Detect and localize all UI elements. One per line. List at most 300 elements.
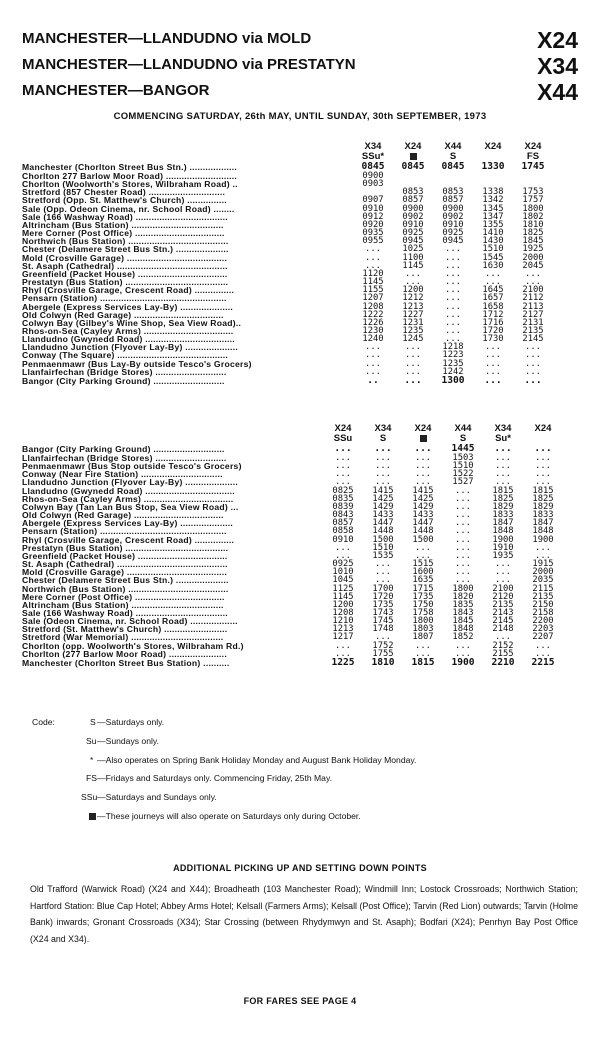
time-cell (513, 172, 553, 180)
time-cell: 1845 (522, 236, 544, 247)
time-cell: 1843 (452, 607, 474, 618)
time-cell: ... (524, 374, 542, 386)
stop-name: Chorlton (277 Barlow Moor Road) ...................... (22, 648, 227, 659)
header-row-service (22, 424, 563, 434)
time-cell: 1758 (412, 607, 434, 618)
time-cell: ... (535, 640, 551, 651)
time-cell: 1100 (402, 252, 424, 263)
time-cell: 1515 (412, 559, 434, 570)
time-cell: 0920 (362, 219, 384, 230)
time-cell: 0845 (361, 161, 385, 172)
time-cell: 1210 (332, 616, 354, 627)
time-cell: 1415 (372, 485, 394, 496)
time-cell: 1735 (372, 599, 394, 610)
time-cell: ... (445, 334, 461, 345)
column-service: X24 (334, 423, 352, 434)
time-cell: 1347 (482, 211, 504, 222)
time-cell: ... (365, 366, 381, 377)
time-cell: 0900 (442, 203, 464, 214)
time-cell: 1433 (372, 510, 394, 521)
stop-name: St. Asaph (Cathedral) .......................................... (22, 260, 228, 271)
stop-name: Llandudno Junction (Flyover Lay-By) .................... (22, 477, 238, 488)
time-cell: 1815 (411, 656, 435, 668)
time-cell: 2150 (532, 599, 554, 610)
time-cell: ... (535, 477, 551, 488)
additional-points-text: Old Trafford (Warwick Road) (X24 and X44); Broadheath (103 Manchester Road); Windmill Inn; Lostock Crossroads; Northwich Station; Hartford Station: Blue Cap Hotel; Abbey Arms Hotel; Kelsall (Farmers Arms); Kelsall (Post Office); Tarvin (Red Lion) outwards; Tarvin (Holme Bank) inwards; Gronant Crossroads (X34); Star Crossing (between Rhydymwyn and St. Asaph); Bodfari (X24); Penrhyn Bay Post Office (X24 and X34). (30, 884, 578, 944)
stop-name: Llanfairfechan (Bridge Stores) ........................... (22, 366, 227, 377)
column-service: X24 (414, 423, 432, 434)
time-cell: 1810 (522, 219, 544, 230)
time-cell: ... (414, 443, 432, 454)
stop-name: Bangor (City Parking Ground) ........................... (22, 375, 225, 386)
time-cell: 1242 (442, 366, 464, 377)
time-cell: 1445 (451, 443, 475, 454)
time-cell: ... (335, 453, 351, 463)
time-cell: 1715 (412, 583, 434, 594)
time-cell: ... (535, 453, 551, 463)
time-cell: ... (455, 559, 471, 570)
column-service: X24 (524, 141, 542, 152)
time-cell: 1730 (482, 334, 504, 345)
time-cell: 1900 (532, 534, 554, 545)
time-cell: 0825 (332, 485, 354, 496)
stop-name: Chester (Delamere Street Bus Stn.) .................... (22, 244, 229, 255)
time-cell: ... (534, 443, 552, 454)
time-cell: 0900 (362, 171, 384, 181)
time-cell: ... (485, 350, 501, 361)
time-cell: 1010 (332, 567, 354, 578)
time-cell: 1829 (492, 501, 514, 512)
time-cell: 1803 (412, 624, 434, 635)
time-cell: ... (494, 443, 512, 454)
time-cell: 2035 (532, 575, 554, 586)
column-service: X44 (444, 141, 462, 152)
time-cell: ... (405, 350, 421, 361)
time-cell: 0845 (401, 161, 425, 172)
time-cell: 1657 (482, 293, 504, 304)
stop-name: Llandudno (Gwynedd Road) .................................. (22, 334, 235, 345)
route-title: MANCHESTER—LLANDUDNO via PRESTATYN (22, 56, 356, 73)
time-cell: 1755 (372, 648, 394, 659)
time-cell: ... (455, 648, 471, 659)
stop-name: Greenfield (Packet House) .................................. (22, 268, 228, 279)
column-code: FS (526, 151, 540, 162)
header-row-code (22, 434, 563, 444)
time-cell: 2200 (532, 616, 554, 627)
time-cell: ... (484, 374, 502, 386)
time-cell: 1600 (412, 567, 434, 578)
time-cell: 0955 (362, 236, 384, 247)
time-cell: 1345 (482, 203, 504, 214)
time-cell: 1925 (522, 244, 544, 255)
time-cell: 1535 (372, 550, 394, 561)
time-cell: 1800 (452, 583, 474, 594)
route-number: X34 (537, 53, 578, 79)
time-cell: 1743 (372, 607, 394, 618)
stop-name: Chorlton (opp. Woolworth's Stores, Wilbraham Rd.) (22, 640, 244, 651)
column-code: SSu* (361, 151, 385, 162)
stop-name: Colwyn Bay (Gilbey's Wine Shop, Sea View Road).. (22, 317, 242, 328)
code-label (89, 811, 96, 821)
header-spacer (22, 152, 353, 162)
time-cell: 1500 (412, 534, 434, 545)
time-cell: .. (367, 374, 379, 386)
time-cell: 2203 (532, 624, 554, 635)
time-cell: 2152 (492, 640, 514, 651)
time-cell: 1810 (371, 656, 395, 668)
time-cell: 0935 (362, 228, 384, 239)
time-cell: 2145 (522, 334, 544, 345)
stop-name: Chorlton (Woolworth's Stores, Wilbraham Road) .. (22, 179, 238, 190)
time-cell: ... (495, 559, 511, 570)
stop-name: Llandudno (Gwynedd Road) .................................. (22, 485, 235, 496)
time-cell: 0857 (442, 195, 464, 206)
time-cell: 2112 (522, 293, 544, 304)
timetable-outbound (22, 142, 553, 386)
time-cell: 1330 (481, 161, 505, 172)
time-cell: ... (405, 342, 421, 353)
time-cell: 1207 (362, 293, 384, 304)
time-cell (473, 172, 513, 180)
time-cell: ... (495, 453, 511, 463)
column-service: X34 (494, 423, 512, 434)
time-cell: ... (455, 640, 471, 651)
time-cell: 0925 (442, 228, 464, 239)
time-cell: 1230 (362, 325, 384, 336)
time-cell: ... (485, 342, 501, 353)
time-cell: 1757 (522, 195, 544, 206)
time-cell: 2131 (522, 317, 544, 328)
time-cell: ... (445, 309, 461, 320)
time-cell: ... (415, 640, 431, 651)
time-cell: ... (335, 550, 351, 561)
time-cell: 0925 (402, 228, 424, 239)
stop-name: Llandudno Junction (Flyover Lay-By) .................... (22, 342, 238, 353)
time-cell: 1223 (442, 350, 464, 361)
time-cell: ... (525, 366, 541, 377)
stop-name: Pensarn (Station) ................................................ (22, 526, 227, 537)
time-cell: 1447 (372, 518, 394, 529)
stop-name: Rhos-on-Sea (Cayley Arms) .................................. (22, 325, 234, 336)
code-label: * (90, 754, 94, 765)
time-cell: 1848 (452, 624, 474, 635)
time-cell: ... (495, 567, 511, 578)
time-cell: 1910 (492, 542, 514, 553)
time-cell: 1045 (332, 575, 354, 586)
time-cell: ... (525, 268, 541, 279)
header-spacer (22, 434, 323, 444)
time-cell: 2115 (532, 583, 554, 594)
time-cell: ... (334, 443, 352, 454)
time-cell: 1217 (332, 632, 354, 643)
time-cell: 1852 (452, 632, 474, 643)
stop-name: Northwich (Bus Station) ...................................... (22, 236, 229, 247)
time-cell: 1235 (442, 358, 464, 369)
time-cell: ... (455, 493, 471, 504)
time-cell: 1213 (332, 624, 354, 635)
time-cell: 0910 (402, 219, 424, 230)
time-cell: 1338 (482, 187, 504, 198)
time-cell: ... (365, 358, 381, 369)
route-header-x34 (22, 53, 578, 77)
code-label: S (90, 717, 96, 727)
time-cell: ... (445, 252, 461, 263)
time-cell: ... (495, 477, 511, 488)
time-cell: 1815 (492, 485, 514, 496)
stop-name: Manchester (Chorlton Street Bus Station) .......... (22, 657, 230, 668)
time-cell: ... (525, 342, 541, 353)
stop-name: Rhyl (Crosville Garage, Crescent Road) ............... (22, 534, 235, 545)
time-cell: 1200 (402, 285, 424, 296)
column-service: X24 (484, 141, 502, 152)
time-cell: 2113 (522, 301, 544, 312)
time-cell: 1748 (372, 624, 394, 635)
time-cell: 0945 (402, 236, 424, 247)
time-cell: 2135 (492, 599, 514, 610)
time-cell: 1510 (452, 461, 474, 472)
code-definition: —Saturdays and Sundays only. (97, 792, 217, 803)
header-spacer (22, 424, 323, 434)
time-cell: 1522 (452, 469, 474, 480)
stop-name: Altrincham (Bus Station) ................................... (22, 219, 224, 230)
time-cell: ... (485, 358, 501, 369)
time-cell: 1820 (452, 591, 474, 602)
stop-name: Abergele (Express Services Lay-By) .................... (22, 301, 234, 312)
time-cell: 1510 (372, 542, 394, 553)
time-cell: 1935 (492, 550, 514, 561)
time-cell: 1300 (441, 374, 465, 386)
stop-name: Pensarn (Station) ................................................ (22, 293, 227, 304)
time-cell: 1847 (492, 518, 514, 529)
time-cell: 1425 (372, 493, 394, 504)
time-cell: 1510 (482, 244, 504, 255)
time-cell: ... (415, 477, 431, 488)
time-cell: 2207 (532, 632, 554, 643)
time-cell: 0903 (362, 179, 384, 190)
time-cell: 0853 (442, 187, 464, 198)
time-cell: 1155 (362, 285, 384, 296)
stop-name: Stretford (St. Matthew's Church) ........................ (22, 624, 228, 635)
code-definition: —Fridays and Saturdays only. Commencing Friday, 25th May. (97, 773, 332, 784)
time-cell: 1235 (402, 325, 424, 336)
code-label: FS (86, 773, 97, 784)
time-cell: 1845 (452, 616, 474, 627)
time-cell: 1145 (362, 277, 384, 288)
stop-name: Prestatyn (Bus Station) ....................................... (22, 542, 229, 553)
time-cell: ... (495, 469, 511, 480)
time-cell: 1527 (452, 477, 474, 488)
time-cell: ... (535, 648, 551, 659)
time-cell: 0907 (362, 195, 384, 206)
time-cell: 0835 (332, 493, 354, 504)
time-cell: ... (485, 268, 501, 279)
time-cell: 2000 (522, 252, 544, 263)
time-cell: ... (375, 567, 391, 578)
route-header-x44 (22, 79, 578, 103)
time-cell: 0900 (402, 203, 424, 214)
stop-name: Mere Corner (Post Office) .................................. (22, 228, 225, 239)
time-cell: 0857 (402, 195, 424, 206)
time-cell: 1658 (482, 301, 504, 312)
time-cell: 0925 (332, 559, 354, 570)
column-code: Su* (495, 433, 511, 444)
time-cell: 2210 (491, 656, 515, 668)
time-cell: ... (335, 469, 351, 480)
time-cell: 2135 (532, 591, 554, 602)
table-row (22, 368, 553, 376)
stop-name: Northwich (Bus Station) ...................................... (22, 583, 229, 594)
time-cell: 0902 (442, 211, 464, 222)
time-cell: ... (455, 518, 471, 529)
time-cell: ... (405, 277, 421, 288)
time-cell: 1208 (332, 607, 354, 618)
time-cell: 1355 (482, 219, 504, 230)
column-code: S (459, 433, 467, 444)
stop-name: Prestatyn (Bus Station) ....................................... (22, 277, 229, 288)
column-service: X44 (454, 423, 472, 434)
time-cell: 1745 (372, 616, 394, 627)
time-cell: 2145 (492, 616, 514, 627)
header-spacer (22, 142, 353, 152)
table-row (22, 650, 563, 658)
time-cell: 1833 (492, 510, 514, 521)
october-journey-marker-icon (420, 435, 427, 442)
time-cell: ... (415, 469, 431, 480)
time-cell: ... (335, 640, 351, 651)
code-label: SSu (81, 792, 98, 803)
time-cell: 1500 (372, 534, 394, 545)
route-number: X24 (537, 27, 578, 53)
time-cell: ... (405, 366, 421, 377)
time-cell: 1448 (372, 526, 394, 537)
time-cell: ... (365, 260, 381, 271)
time-cell: 1800 (522, 203, 544, 214)
time-cell: 1915 (532, 559, 554, 570)
time-cell: ... (375, 632, 391, 643)
time-cell: 1410 (482, 228, 504, 239)
time-cell: ... (445, 317, 461, 328)
time-cell: ... (335, 542, 351, 553)
stop-name: Abergele (Express Services Lay-By) .................... (22, 518, 234, 529)
time-cell: 2135 (522, 325, 544, 336)
time-cell: ... (335, 648, 351, 659)
time-cell: 1231 (402, 317, 424, 328)
stop-name: Chorlton 277 Barlow Moor Road) ........................... (22, 171, 238, 181)
stop-name: Penmaenmawr (Bus Stop outside Tesco's Grocers) (22, 461, 242, 472)
stop-name: Chester (Delamere Street Bus Stn.) .................... (22, 575, 229, 586)
time-cell: 1900 (451, 656, 475, 668)
time-cell: 1630 (482, 260, 504, 271)
code-definition: —Saturdays only. (97, 717, 165, 727)
time-cell: 1145 (402, 260, 424, 271)
stop-name: Conway (The Square) .......................................... (22, 350, 229, 361)
time-cell: 1503 (452, 453, 474, 463)
column-code: SSu (333, 433, 353, 444)
time-cell: ... (375, 559, 391, 570)
stop-name: Rhyl (Crosville Garage, Crescent Road) ............... (22, 285, 235, 296)
stop-name: Stretford (Opp. St. Matthew's Church) ............... (22, 195, 227, 206)
time-cell: 1835 (452, 599, 474, 610)
time-cell: ... (455, 542, 471, 553)
time-cell: 2155 (492, 648, 514, 659)
timetable-return (22, 424, 563, 668)
time-cell: ... (535, 542, 551, 553)
time-cell: 1800 (412, 616, 434, 627)
time-cell: 1448 (412, 526, 434, 537)
time-cell: 1815 (532, 485, 554, 496)
time-cell (393, 172, 433, 180)
time-cell: ... (455, 567, 471, 578)
stop-name: Old Colwyn (Red Garage) .................................. (22, 309, 224, 320)
header-row-code (22, 152, 553, 162)
time-cell: 2127 (522, 309, 544, 320)
time-cell: 1218 (442, 342, 464, 353)
header-row-service (22, 142, 553, 152)
time-cell: 1635 (412, 575, 434, 586)
time-cell: ... (335, 477, 351, 488)
time-cell: 1712 (482, 309, 504, 320)
time-cell: 2158 (532, 607, 554, 618)
time-cell: 1429 (412, 501, 434, 512)
column-service: X24 (404, 141, 422, 152)
time-cell: ... (335, 461, 351, 472)
time-cell: ... (375, 461, 391, 472)
stop-name: Mold (Crosville Garage) ...................................... (22, 252, 228, 263)
time-cell: 1829 (532, 501, 554, 512)
time-cell: 1212 (402, 293, 424, 304)
time-cell: 1545 (482, 252, 504, 263)
time-cell: 0843 (332, 510, 354, 521)
time-cell: 1833 (532, 510, 554, 521)
stop-name: Llanfairfechan (Bridge Stores) ........................... (22, 453, 227, 463)
time-cell: 1752 (372, 640, 394, 651)
time-cell: ... (455, 526, 471, 537)
time-cell: 1720 (372, 591, 394, 602)
code-definition: —Also operates on Spring Bank Holiday Monday and August Bank Holiday Monday. (97, 754, 417, 765)
time-cell: 1226 (362, 317, 384, 328)
time-cell: ... (375, 469, 391, 480)
time-cell: 0853 (402, 187, 424, 198)
table-row (22, 376, 553, 386)
time-cell: ... (455, 510, 471, 521)
time-cell: 1415 (412, 485, 434, 496)
stop-name: Bangor (City Parking Ground) ........................... (22, 444, 225, 454)
time-cell: ... (535, 550, 551, 561)
stop-name: Colwyn Bay (Tan Lan Bus Stop, Sea View Road) ... (22, 501, 239, 512)
route-title: MANCHESTER—LLANDUDNO via MOLD (22, 30, 312, 47)
time-cell: 1222 (362, 309, 384, 320)
time-cell: ... (365, 350, 381, 361)
time-cell: 1848 (492, 526, 514, 537)
time-cell: ... (525, 350, 541, 361)
stop-name: Stretford (War Memorial) ................................... (22, 632, 224, 643)
route-header-x24 (22, 27, 578, 51)
time-cell: ... (455, 485, 471, 496)
time-cell: 1240 (362, 334, 384, 345)
route-number: X44 (537, 79, 578, 105)
time-cell: 0839 (332, 501, 354, 512)
time-cell: 1720 (482, 325, 504, 336)
time-cell: 0910 (332, 534, 354, 545)
time-cell: 1447 (412, 518, 434, 529)
time-cell: ... (365, 342, 381, 353)
time-cell: 0910 (362, 203, 384, 214)
stop-name: Penmaenmawr (Bus Lay-By outside Tesco's Grocers) (22, 358, 252, 369)
time-cell: 1120 (362, 268, 384, 279)
time-cell: 1429 (372, 501, 394, 512)
time-cell: 1700 (372, 583, 394, 594)
time-cell: 0902 (402, 211, 424, 222)
